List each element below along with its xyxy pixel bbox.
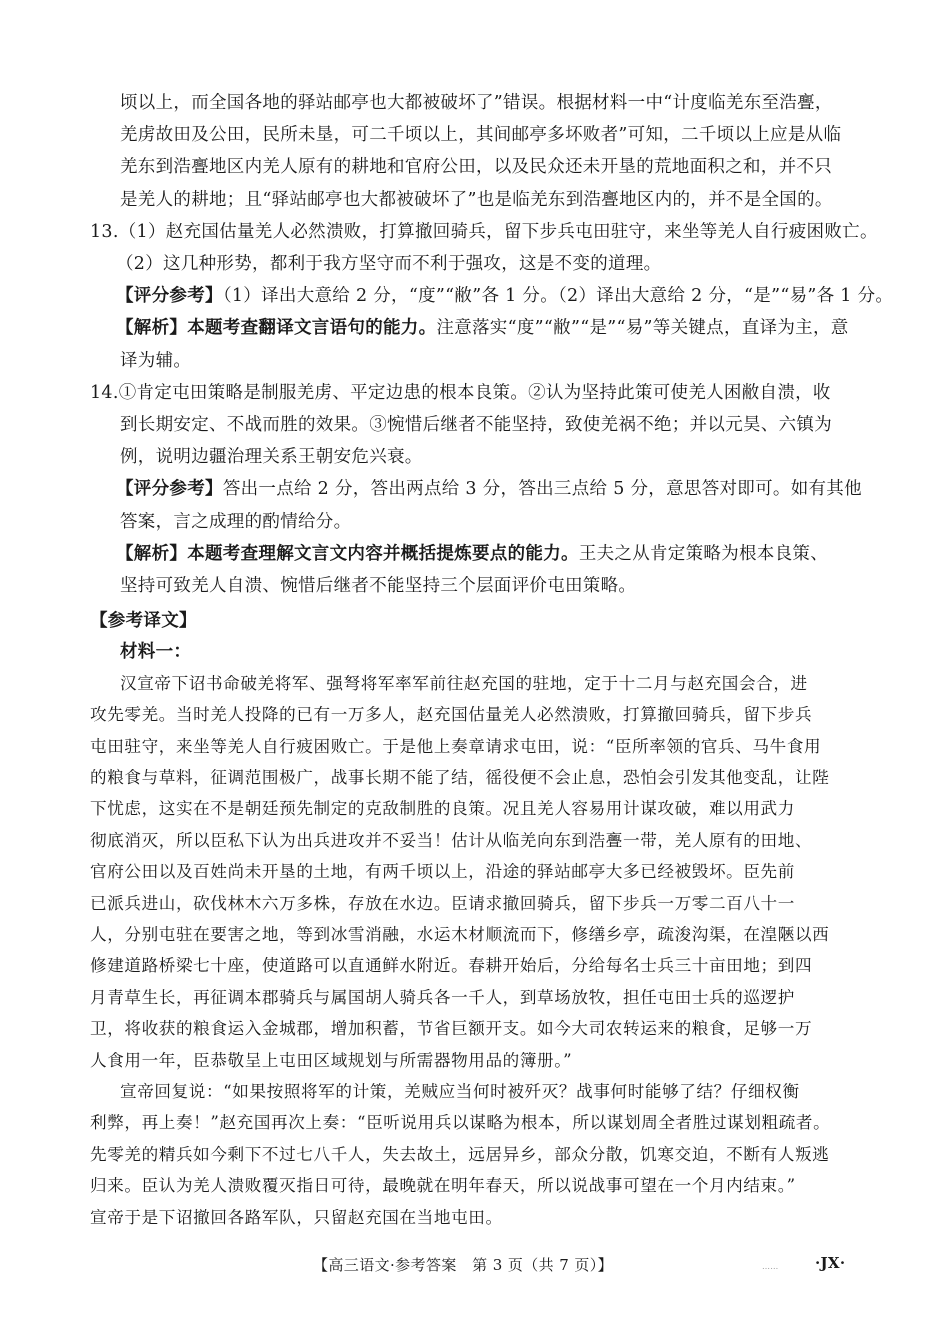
translation-line: 人食用一年，臣恭敬呈上屯田区域规划与所需器物用品的簿册。” <box>90 1051 573 1070</box>
scoring-label: 【评分参考】 <box>116 479 223 499</box>
translation-line: 屯田驻守，来坐等羌人自行疲困败亡。于是他上奏章请求屯田，说：“臣所率领的官兵、马牛食用 <box>90 737 822 756</box>
question-14-analysis-cont: 坚持可致羌人自溃、惋惜后继者不能坚持三个层面评价屯田策略。 <box>120 576 637 596</box>
analysis-label: 【解析】本题考查理解文言文内容并概括提炼要点的能力。 <box>116 544 579 564</box>
scoring-label: 【评分参考】 <box>116 286 223 306</box>
analysis-label: 【解析】本题考查翻译文言语句的能力。 <box>116 318 437 338</box>
page-footer: 【高三语文·参考答案 第 3 页（共 7 页）】 <box>313 1256 614 1274</box>
translation-line: 已派兵进山，砍伐林木六万多株，存放在水边。臣请求撤回骑兵，留下步兵一万零二百八十一 <box>90 894 795 913</box>
scoring-text: 答出一点给 2 分，答出两点给 3 分，答出三点给 5 分，意思答对即可。如有其他 <box>222 479 862 499</box>
translation-line: 官府公田以及百姓尚未开垦的土地，有两千顷以上，沿途的驿站邮亭大多已经被毁坏。臣先前 <box>90 862 795 881</box>
translation-line: 修建道路桥梁七十座，使道路可以直通鲜水附近。春耕开始后，分给每名士兵三十亩田地；到四 <box>90 956 813 975</box>
question-14-line: 例，说明边疆治理关系王朝安危兴衰。 <box>120 447 423 467</box>
footer-code: ·JX· <box>815 1254 846 1272</box>
question-14-scoring-cont: 答案，言之成理的酌情给分。 <box>120 512 352 532</box>
question-13-item-1: 13.（1）赵充国估量羌人必然溃败，打算撤回骑兵，留下步兵屯田驻守，来坐等羌人自行疲困败亡。 <box>90 222 878 242</box>
question-13-scoring <box>116 285 893 307</box>
question-14-analysis <box>116 543 828 565</box>
material-1-label: 材料一： <box>120 642 192 662</box>
translation-line: 卫，将收获的粮食运入金城郡，增加积蓄，节省巨额开支。如今大司农转运来的粮食，足够一万 <box>90 1019 813 1038</box>
translation-line: 归来。臣认为羌人溃败覆灭指日可待，最晚就在明年春天，所以说战事可望在一个月内结束。” <box>90 1176 796 1195</box>
translation-line: 月青草生长，再征调本郡骑兵与属国胡人骑兵各一千人，到草场放牧，担任屯田士兵的巡逻护 <box>90 988 795 1007</box>
answer-text-line: 羌东到浩亹地区内羌人原有的耕地和官府公田，以及民众还未开垦的荒地面积之和，并不只 <box>120 157 832 177</box>
answer-text-line: 是羌人的耕地；且“驿站邮亭也大都被破坏了”也是临羌东到浩亹地区内的，并不是全国的。 <box>120 190 833 210</box>
question-14-line: 14.①肯定屯田策略是制服羌虏、平定边患的根本良策。②认为坚持此策可使羌人困敝自溃，收 <box>90 383 831 403</box>
answer-text-line: 羌虏故田及公田，民所未垦，可二千顷以上，其间邮亭多坏败者”可知，二千顷以上应是从临 <box>120 125 842 145</box>
answer-text-line: 顷以上，而全国各地的驿站邮亭也大都被破坏了”错误。根据材料一中“计度临羌东至浩亹， <box>120 93 833 113</box>
translation-heading: 【参考译文】 <box>90 611 197 631</box>
footer-dots: …… <box>762 1262 779 1271</box>
translation-line: 汉宣帝下诏书命破羌将军、强弩将军率军前往赵充国的驻地，定于十二月与赵充国会合，进 <box>120 674 808 693</box>
translation-line: 先零羌的精兵如今剩下不过七八千人，失去故土，远居异乡，部众分散，饥寒交迫，不断有人叛逃 <box>90 1145 830 1164</box>
question-13-item-2: （2）这几种形势，都利于我方坚守而不利于强攻，这是不变的道理。 <box>116 254 662 274</box>
analysis-text: 注意落实“度”“敝”“是”“易”等关键点，直译为主，意 <box>436 318 849 338</box>
analysis-text: 王夫之从肯定策略为根本良策、 <box>578 544 829 564</box>
translation-line: 攻先零羌。当时羌人投降的已有一万多人，赵充国估量羌人必然溃败，打算撤回骑兵，留下步兵 <box>90 705 813 724</box>
translation-line: 人，分别屯驻在要害之地，等到冰雪消融，水运木材顺流而下，修缮乡亭，疏浚沟渠，在湟陿以西 <box>90 925 830 944</box>
translation-line: 宣帝回复说：“如果按照将军的计策，羌贼应当何时被歼灭？战事何时能够了结？仔细权衡 <box>120 1082 800 1101</box>
question-13-analysis-cont: 译为辅。 <box>120 351 192 371</box>
translation-line: 下忧虑，这实在不是朝廷预先制定的克敌制胜的良策。况且羌人容易用计谋攻破，难以用武力 <box>90 799 795 818</box>
scoring-text: （1）译出大意给 2 分，“度”“敝”各 1 分。（2）译出大意给 2 分，“是”“易”各 1 分。 <box>222 286 894 306</box>
translation-line: 彻底消灭，所以臣私下认为出兵进攻并不妥当！估计从临羌向东到浩亹一带，羌人原有的田地、 <box>90 831 813 850</box>
question-13-analysis <box>116 317 849 339</box>
translation-line: 的粮食与草料，征调范围极广，战事长期不能了结，徭役便不会止息，恐怕会引发其他变乱，让陛 <box>90 768 830 787</box>
translation-line: 宣帝于是下诏撤回各路军队，只留赵充国在当地屯田。 <box>90 1208 503 1227</box>
translation-line: 利弊，再上奏！”赵充国再次上奏：“臣听说用兵以谋略为根本，所以谋划周全者胜过谋划粗疏者。 <box>90 1113 831 1132</box>
question-14-scoring <box>116 478 862 500</box>
question-14-line: 到长期安定、不战而胜的效果。③惋惜后继者不能坚持，致使羌祸不绝；并以元昊、六镇为 <box>120 415 832 435</box>
